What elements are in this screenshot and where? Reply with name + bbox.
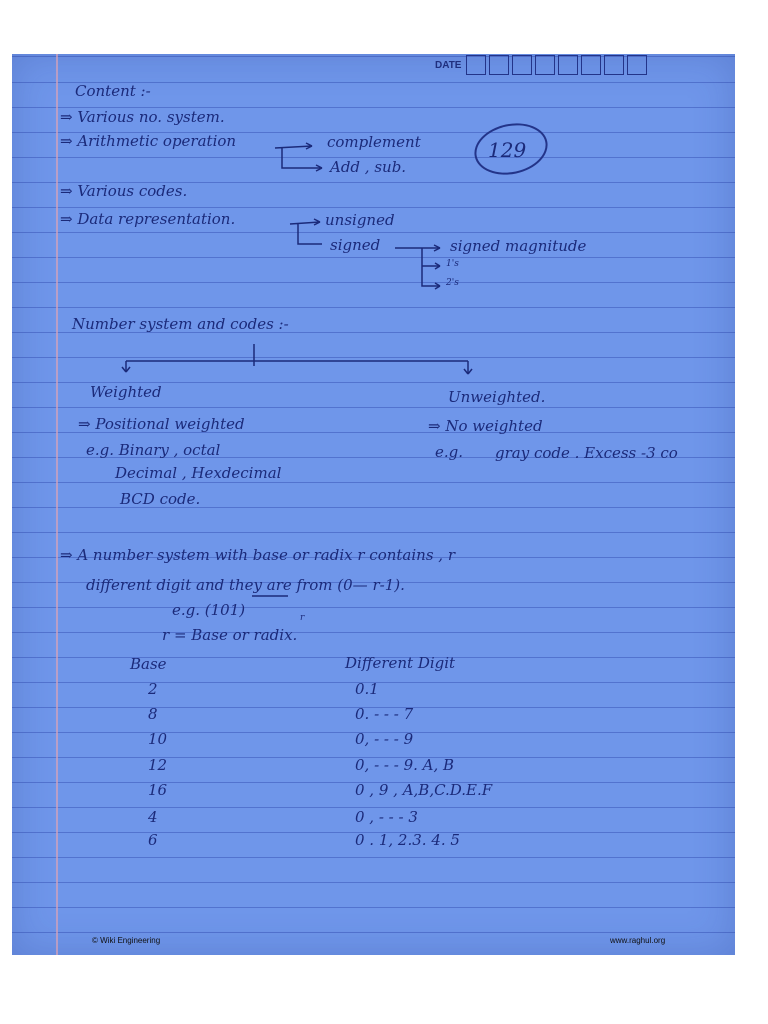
weighted-examples: BCD code. bbox=[120, 490, 201, 508]
unweighted-type: ⇒ No weighted bbox=[428, 417, 543, 435]
branch-label: 2's bbox=[446, 278, 459, 288]
table-cell-base: 2 bbox=[148, 680, 158, 698]
table-cell-digits: 0, - - - 9. A, B bbox=[355, 756, 455, 774]
page-number: 129 bbox=[488, 138, 527, 162]
content-heading: Content :- bbox=[75, 82, 151, 100]
radix-note: ⇒ A number system with base or radix r contains , r bbox=[60, 546, 455, 564]
branch-label: 1's bbox=[446, 259, 459, 269]
topic-item: ⇒ Various codes. bbox=[60, 182, 188, 200]
date-box bbox=[489, 55, 509, 75]
table-header-digits: Different Digit bbox=[345, 654, 456, 672]
topic-item: ⇒ Arithmetic operation bbox=[60, 132, 237, 150]
date-label: DATE bbox=[435, 59, 462, 71]
table-cell-digits: 0 . 1, 2.3. 4. 5 bbox=[355, 831, 460, 849]
branch-label: signed bbox=[330, 236, 381, 254]
unweighted-examples: gray code . Excess -3 co bbox=[495, 444, 678, 462]
weighted-examples: e.g. Binary , octal bbox=[86, 441, 221, 459]
unweighted-eg-label: e.g. bbox=[435, 443, 464, 461]
branch-label: signed magnitude bbox=[450, 237, 587, 255]
unweighted-title: Unweighted. bbox=[448, 388, 546, 406]
table-cell-base: 16 bbox=[148, 781, 168, 799]
radix-note: different digit and they are from (0— r-1). bbox=[86, 576, 405, 594]
margin-line bbox=[56, 54, 58, 955]
footer-right: www.raghul.org bbox=[610, 936, 666, 945]
date-box bbox=[627, 55, 647, 75]
table-cell-digits: 0, - - - 9 bbox=[355, 730, 414, 748]
table-cell-base: 12 bbox=[148, 756, 168, 774]
radix-example: e.g. (101) bbox=[172, 601, 246, 619]
date-box bbox=[558, 55, 578, 75]
table-cell-digits: 0 , - - - 3 bbox=[355, 808, 418, 826]
footer-left: © Wiki Engineering bbox=[92, 936, 161, 945]
table-cell-digits: 0.1 bbox=[355, 680, 379, 698]
table-cell-base: 10 bbox=[148, 730, 168, 748]
date-field bbox=[435, 55, 650, 75]
section-heading: Number system and codes :- bbox=[72, 315, 289, 333]
table-cell-digits: 0 , 9 , A,B,C.D.E.F bbox=[355, 781, 493, 799]
table-cell-base: 4 bbox=[148, 808, 158, 826]
date-box bbox=[604, 55, 624, 75]
weighted-examples: Decimal , Hexdecimal bbox=[115, 464, 282, 482]
weighted-title: Weighted bbox=[90, 383, 162, 401]
date-box bbox=[535, 55, 555, 75]
branch-label: complement bbox=[327, 133, 421, 151]
radix-example-subscript: r bbox=[300, 613, 305, 623]
branch-label: Add , sub. bbox=[330, 158, 407, 176]
table-header-base: Base bbox=[130, 655, 167, 673]
table-cell-digits: 0. - - - 7 bbox=[355, 705, 414, 723]
table-cell-base: 8 bbox=[148, 705, 158, 723]
date-box bbox=[466, 55, 486, 75]
topic-item: ⇒ Data representation. bbox=[60, 210, 236, 228]
table-cell-base: 6 bbox=[148, 831, 158, 849]
branch-label: unsigned bbox=[325, 211, 395, 229]
date-box bbox=[512, 55, 532, 75]
weighted-type: ⇒ Positional weighted bbox=[78, 415, 245, 433]
date-box bbox=[581, 55, 601, 75]
topic-item: ⇒ Various no. system. bbox=[60, 108, 225, 126]
radix-definition: r = Base or radix. bbox=[162, 626, 298, 644]
